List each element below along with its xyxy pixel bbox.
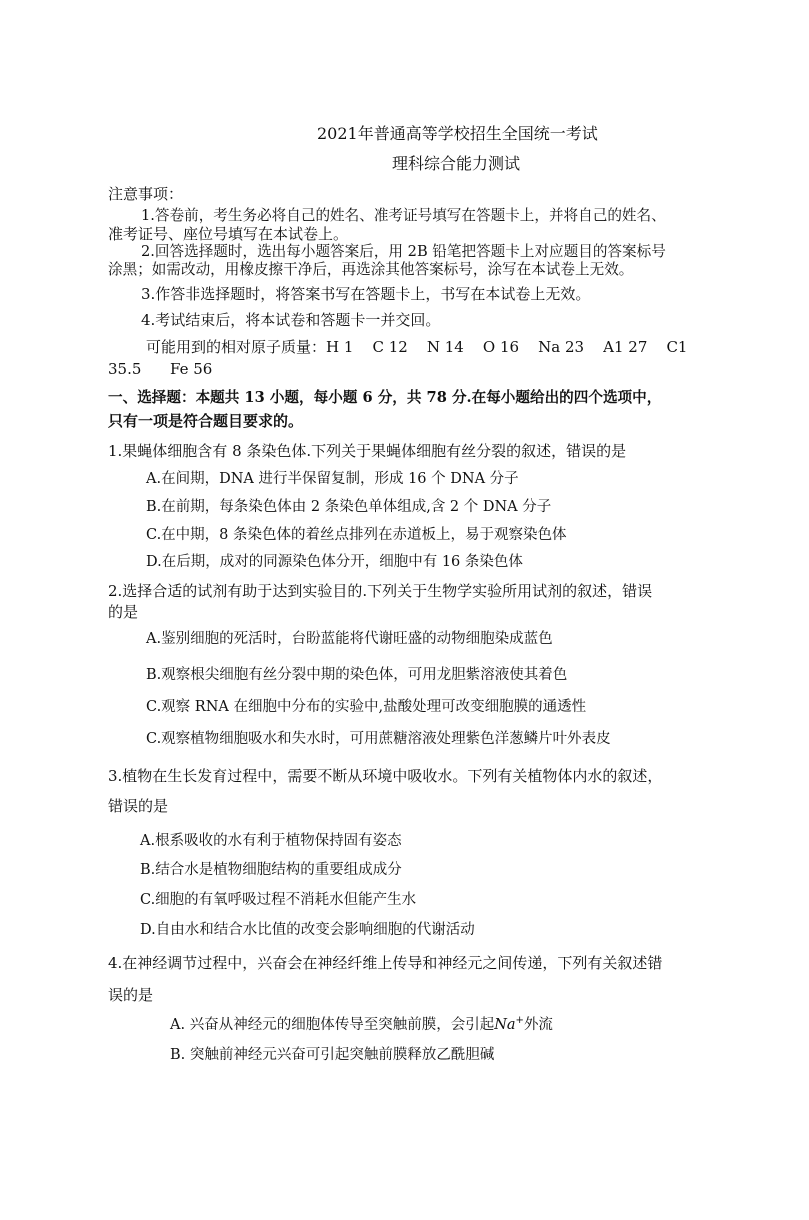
sodium-ion-symbol: Na bbox=[494, 1017, 516, 1033]
question-3-stem-line-2: 错误的是 bbox=[108, 797, 169, 815]
question-3-stem-line-1: 3.植物在生长发育过程中，需要不断从环境中吸收水。下列有关植物体内水的叙述， bbox=[108, 767, 663, 785]
page-title: 2021年普通高等学校招生全国统一考试 bbox=[317, 124, 598, 143]
question-4-option-a-text: A. 兴奋从神经元的细胞体传导至突触前膜，会引起 bbox=[170, 1017, 495, 1033]
notice-item-2-line-1: 2.回答选择题时，选出每小题答案后，用 2B 铅笔把答题卡上对应题目的答案标号 bbox=[141, 243, 666, 260]
question-1-option-d: D.在后期，成对的同源染色体分开，细胞中有 16 条染色体 bbox=[146, 554, 523, 570]
question-3-option-c: C.细胞的有氧呼吸过程不消耗水但能产生水 bbox=[140, 892, 417, 908]
notice-item-1-line-1: 1.答卷前，考生务必将自己的姓名、准考证号填写在答题卡上，并将自己的姓名、 bbox=[141, 207, 666, 224]
question-4-stem-line-2: 误的是 bbox=[108, 986, 154, 1004]
notice-item-3: 3.作答非选择题时，将答案书写在答题卡上，书写在本试卷上无效。 bbox=[141, 285, 591, 303]
question-3-option-b: B.结合水是植物细胞结构的重要组成成分 bbox=[140, 862, 402, 878]
notice-item-4: 4.考试结束后，将本试卷和答题卡一并交回。 bbox=[141, 311, 441, 329]
atomic-mass-line-1: 可能用到的相对原子质量：H 1 C 12 N 14 O 16 Na 23 A1 27 C1 bbox=[146, 338, 688, 356]
question-1-option-a: A.在间期，DNA 进行半保留复制，形成 16 个 DNA 分子 bbox=[146, 471, 519, 487]
question-2-stem-line-1: 2.选择合适的试剂有助于达到实验目的.下列关于生物学实验所用试剂的叙述，错误 bbox=[108, 582, 653, 600]
question-1-option-b: B.在前期，每条染色体由 2 条染色单体组成,含 2 个 DNA 分子 bbox=[146, 499, 552, 515]
question-2-option-a: A.鉴别细胞的死活时，台盼蓝能将代谢旺盛的动物细胞染成蓝色 bbox=[146, 631, 553, 647]
notice-heading: 注意事项： bbox=[108, 185, 184, 203]
question-2-option-b: B.观察根尖细胞有丝分裂中期的染色体，可用龙胆紫溶液使其着色 bbox=[146, 667, 568, 683]
sodium-ion-charge: + bbox=[515, 1015, 524, 1027]
atomic-mass-line-2: 35.5 Fe 56 bbox=[108, 360, 213, 378]
notice-item-1-line-2: 准考证号、座位号填写在本试卷上。 bbox=[108, 225, 349, 243]
notice-item-2-line-2: 涂黑；如需改动，用橡皮擦干净后，再选涂其他答案标号，涂写在本试卷上无效。 bbox=[108, 261, 634, 278]
question-2-stem-line-2: 的是 bbox=[108, 603, 139, 621]
question-4-option-a-tail: 外流 bbox=[523, 1017, 553, 1033]
question-4-stem-line-1: 4.在神经调节过程中，兴奋会在神经纤维上传导和神经元之间传递，下列有关叙述错 bbox=[108, 954, 663, 972]
question-1-stem: 1.果蝇体细胞含有 8 条染色体.下列关于果蝇体细胞有丝分裂的叙述，错误的是 bbox=[108, 442, 627, 460]
section-heading-line-1: 一、选择题：本题共 13 小题，每小题 6 分，共 78 分.在每小题给出的四个选项中， bbox=[108, 389, 662, 406]
question-2-option-d: C.观察植物细胞吸水和失水时，可用蔗糖溶液处理紫色洋葱鳞片叶外表皮 bbox=[146, 731, 611, 747]
question-3-option-a: A.根系吸收的水有利于植物保持固有姿态 bbox=[140, 833, 402, 849]
section-heading-line-2: 只有一项是符合题目要求的。 bbox=[108, 412, 304, 430]
question-1-option-c: C.在中期，8 条染色体的着丝点排列在赤道板上，易于观察染色体 bbox=[146, 527, 567, 543]
page-subtitle: 理科综合能力测试 bbox=[392, 154, 521, 173]
question-4-option-a bbox=[170, 1015, 553, 1035]
question-2-option-c: C.观察 RNA 在细胞中分布的实验中,盐酸处理可改变细胞膜的通透性 bbox=[146, 699, 587, 715]
question-3-option-d: D.自由水和结合水比值的改变会影响细胞的代谢活动 bbox=[140, 922, 475, 938]
question-4-option-b: B. 突触前神经元兴奋可引起突触前膜释放乙酰胆碱 bbox=[170, 1047, 495, 1063]
